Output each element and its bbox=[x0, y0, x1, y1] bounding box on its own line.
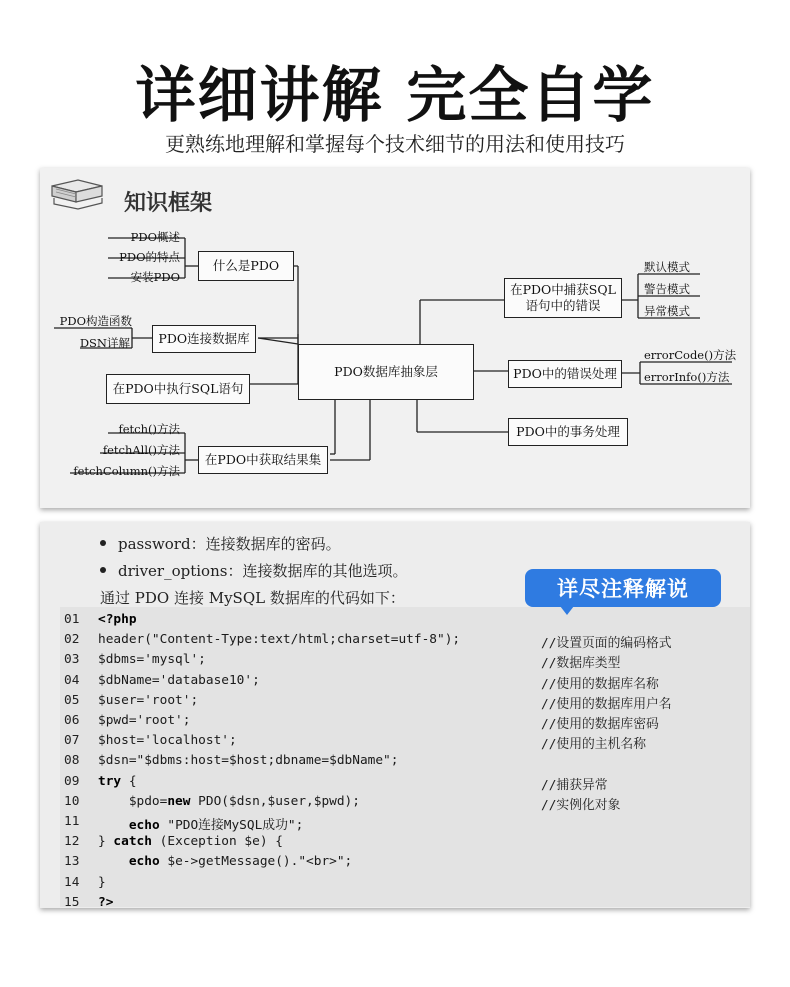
code-intro: 通过 PDO 连接 MySQL 数据库的代码如下： bbox=[100, 589, 405, 607]
code-text: header("Content-Type:text/html;charset=utf-8"); bbox=[98, 632, 461, 648]
code-line bbox=[64, 814, 744, 834]
leaf-pdo-constructor: PDO构造函数 bbox=[59, 314, 132, 328]
subtitle: 更熟练地理解和掌握每个技术细节的用法和使用技巧 bbox=[165, 132, 625, 156]
code-text: ?> bbox=[98, 894, 114, 910]
code-text: $host='localhost'; bbox=[98, 733, 237, 749]
line-number: 12 bbox=[64, 834, 80, 850]
code-comment: //使用的数据库名称 bbox=[541, 676, 659, 692]
line-number: 04 bbox=[64, 672, 80, 688]
code-line bbox=[64, 673, 744, 693]
node-catch-sql-error bbox=[504, 278, 622, 318]
annotation-badge: 详尽注释解说 bbox=[525, 569, 721, 607]
code-line bbox=[64, 733, 744, 753]
leaf-errorcode: errorCode()方法 bbox=[644, 348, 737, 362]
code-text: $pdo=new PDO($dsn,$user,$pwd); bbox=[98, 793, 360, 809]
bullet-driver-text: driver_options：连接数据库的其他选项。 bbox=[118, 562, 408, 580]
code-line bbox=[64, 753, 744, 773]
line-number: 13 bbox=[64, 854, 80, 870]
code-line bbox=[64, 875, 744, 895]
leaf-exception-mode: 异常模式 bbox=[644, 304, 690, 318]
code-line bbox=[64, 794, 744, 814]
code-text: $dbms='mysql'; bbox=[98, 652, 206, 668]
line-number: 09 bbox=[64, 773, 80, 789]
line-number: 14 bbox=[64, 874, 80, 890]
code-line bbox=[64, 612, 744, 632]
code-comment: //实例化对象 bbox=[541, 797, 621, 813]
code-text: echo "PDO连接MySQL成功"; bbox=[128, 818, 304, 833]
code-comment: //使用的数据库用户名 bbox=[541, 696, 672, 712]
code-text: $dsn="$dbms:host=$host;dbname=$dbName"; bbox=[98, 753, 399, 769]
bullet-driver-options bbox=[100, 560, 407, 581]
node-execute-sql: 在PDO中执行SQL语句 bbox=[106, 374, 250, 404]
leaf-pdo-overview: PDO概述 bbox=[130, 230, 180, 244]
code-line bbox=[64, 854, 744, 874]
leaf-dsn: DSN详解 bbox=[79, 336, 130, 350]
code-line bbox=[64, 693, 744, 713]
code-text: echo $e->getMessage()."<br>"; bbox=[128, 854, 353, 870]
leaf-fetch: fetch()方法 bbox=[118, 422, 180, 436]
line-number: 01 bbox=[64, 612, 80, 627]
code-text: try { bbox=[98, 773, 137, 789]
code-text: } bbox=[98, 874, 106, 890]
code-text: $user='root'; bbox=[98, 692, 199, 708]
bullet-dot bbox=[100, 540, 106, 546]
line-number: 08 bbox=[64, 753, 80, 769]
node-catch-line2: 语句中的错误 bbox=[525, 298, 601, 313]
code-line bbox=[64, 652, 744, 672]
node-transaction: PDO中的事务处理 bbox=[508, 418, 628, 446]
line-number: 15 bbox=[64, 894, 80, 910]
leaf-fetchall: fetchAll()方法 bbox=[102, 443, 180, 457]
node-error-handling: PDO中的错误处理 bbox=[508, 360, 622, 388]
bullet-password-text: password：连接数据库的密码。 bbox=[118, 535, 341, 553]
line-number: 06 bbox=[64, 713, 80, 728]
code-text: $dbName='database10'; bbox=[98, 672, 260, 688]
code-text: } catch (Exception $e) { bbox=[98, 834, 283, 850]
leaf-install-pdo: 安装PDO bbox=[130, 270, 180, 284]
leaf-warning-mode: 警告模式 bbox=[644, 282, 690, 296]
line-number: 07 bbox=[64, 733, 80, 749]
node-what-is-pdo: 什么是PDO bbox=[198, 251, 294, 281]
code-line bbox=[64, 632, 744, 652]
code-comment: //使用的主机名称 bbox=[541, 737, 646, 753]
line-number: 11 bbox=[64, 814, 80, 829]
leaf-errorinfo: errorInfo()方法 bbox=[644, 370, 730, 384]
knowledge-map-heading: 知识框架 bbox=[124, 191, 213, 216]
code-line bbox=[64, 834, 744, 854]
code-line bbox=[64, 895, 744, 915]
leaf-fetchcolumn: fetchColumn()方法 bbox=[73, 464, 180, 478]
bullet-password bbox=[100, 533, 341, 554]
leaf-default-mode: 默认模式 bbox=[644, 260, 690, 274]
code-comment: //数据库类型 bbox=[541, 656, 621, 672]
code-line bbox=[64, 774, 744, 794]
bullet-dot bbox=[100, 567, 106, 573]
code-comment: //捕获异常 bbox=[541, 777, 608, 793]
main-title: 详细讲解 完全自学 bbox=[135, 61, 655, 131]
code-comment: //设置页面的编码格式 bbox=[541, 636, 672, 652]
line-number: 10 bbox=[64, 793, 80, 809]
node-center-pdo: PDO数据库抽象层 bbox=[298, 344, 474, 400]
leaf-pdo-features: PDO的特点 bbox=[119, 250, 180, 264]
line-number: 03 bbox=[64, 652, 80, 668]
code-comment: //使用的数据库密码 bbox=[541, 717, 659, 732]
line-number: 05 bbox=[64, 692, 80, 708]
code-line bbox=[64, 713, 744, 733]
node-catch-line1: 在PDO中捕获SQL bbox=[510, 282, 616, 298]
node-pdo-connect: PDO连接数据库 bbox=[152, 325, 256, 353]
code-text: $pwd='root'; bbox=[98, 713, 191, 728]
line-number: 02 bbox=[64, 632, 80, 648]
code-text: <?php bbox=[98, 612, 137, 627]
node-fetch-result: 在PDO中获取结果集 bbox=[198, 446, 328, 474]
